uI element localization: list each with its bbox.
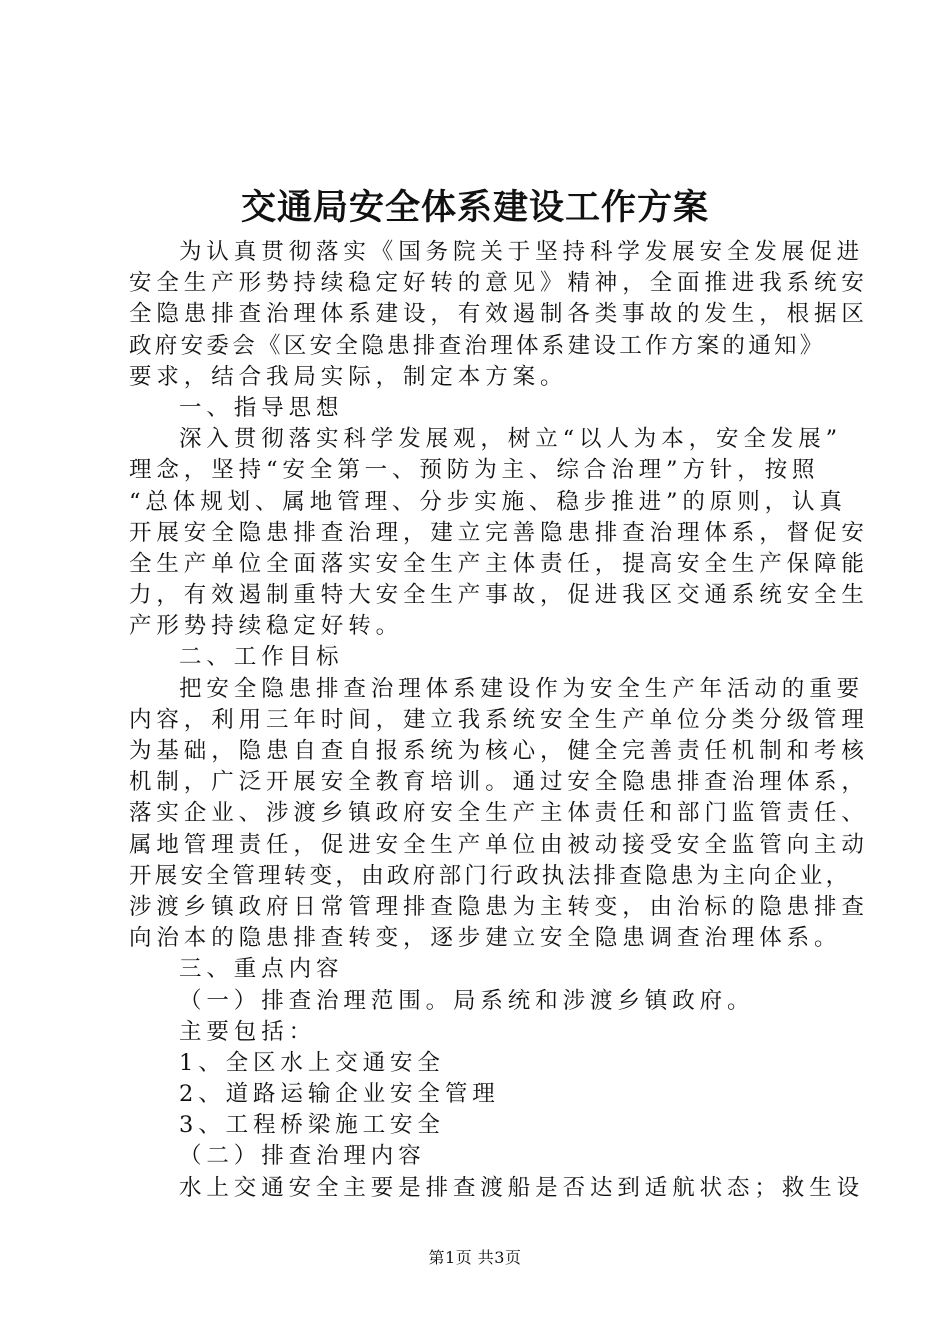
list-item: 2、道路运输企业安全管理 (179, 1081, 500, 1108)
paragraph-line: 力，有效遏制重特大安全生产事故，促进我区交通系统安全生 (129, 582, 869, 609)
paragraph-line: 属地管理责任，促进安全生产单位由被动接受安全监管向主动 (129, 831, 869, 858)
paragraph-line: 开展安全隐患排查治理，建立完善隐患排查治理体系，督促安 (129, 519, 869, 546)
paragraph-line: 向治本的隐患排查转变，逐步建立安全隐患调查治理体系。 (129, 925, 842, 952)
paragraph-line: 为基础，隐患自查自报系统为核心，健全完善责任机制和考核 (129, 738, 869, 764)
paragraph-line: 全生产单位全面落实安全生产主体责任，提高安全生产保障能 (129, 550, 869, 577)
page-footer (0, 1245, 950, 1268)
list-item: 3、工程桥梁施工安全 (179, 1112, 445, 1139)
document-title: 交通局安全体系建设工作方案 (240, 187, 709, 228)
paragraph-line: 深入贯彻落实科学发展观，树立“以人为本，安全发展” (179, 426, 843, 453)
paragraph-line: 水上交通安全主要是排查渡船是否达到适航状态；救生设 (179, 1174, 865, 1201)
section-heading: 三、重点内容 (179, 956, 344, 983)
paragraph-line: 涉渡乡镇政府日常管理排查隐患为主转变，由治标的隐患排查 (129, 893, 869, 920)
subsection-heading: （一）排查治理范围。局系统和涉渡乡镇政府。 (179, 987, 755, 1014)
paragraph-line: “总体规划、属地管理、分步实施、稳步推进”的原则，认真 (129, 488, 847, 515)
paragraph-line: 把安全隐患排查治理体系建设作为安全生产年活动的重要 (179, 675, 865, 702)
paragraph-line: 为认真贯彻落实《国务院关于坚持科学发展安全发展促进 (179, 239, 865, 265)
paragraph-line: 产形势持续稳定好转。 (129, 613, 404, 640)
section-heading: 一、指导思想 (179, 394, 344, 421)
paragraph-line: 内容，利用三年时间，建立我系统安全生产单位分类分级管理 (129, 706, 869, 733)
page-number: 第1页 共3页 (428, 1248, 522, 1267)
paragraph-line: 主要包括： (179, 1018, 317, 1045)
list-item: 1、全区水上交通安全 (179, 1049, 445, 1076)
paragraph-line: 开展安全管理转变，由政府部门行政执法排查隐患为主向企业， (129, 862, 852, 889)
subsection-heading: （二）排查治理内容 (179, 1143, 426, 1170)
paragraph-line: 落实企业、涉渡乡镇政府安全生产主体责任和部门监管责任、 (129, 800, 869, 827)
section-heading: 二、工作目标 (179, 644, 344, 671)
paragraph-line: 安全生产形势持续稳定好转的意见》精神，全面推进我系统安 (129, 270, 869, 297)
paragraph-line: 全隐患排查治理体系建设，有效遏制各类事故的发生，根据区 (129, 301, 869, 328)
paragraph-line: 机制，广泛开展安全教育培训。通过安全隐患排查治理体系， (129, 769, 869, 796)
paragraph-line: 政府安委会《区安全隐患排查治理体系建设工作方案的通知》 (129, 332, 826, 359)
paragraph-line: 理念，坚持“安全第一、预防为主、综合治理”方针，按照 (129, 457, 820, 484)
paragraph-line: 要求，结合我局实际，制定本方案。 (129, 363, 568, 390)
document-body (129, 237, 869, 1204)
